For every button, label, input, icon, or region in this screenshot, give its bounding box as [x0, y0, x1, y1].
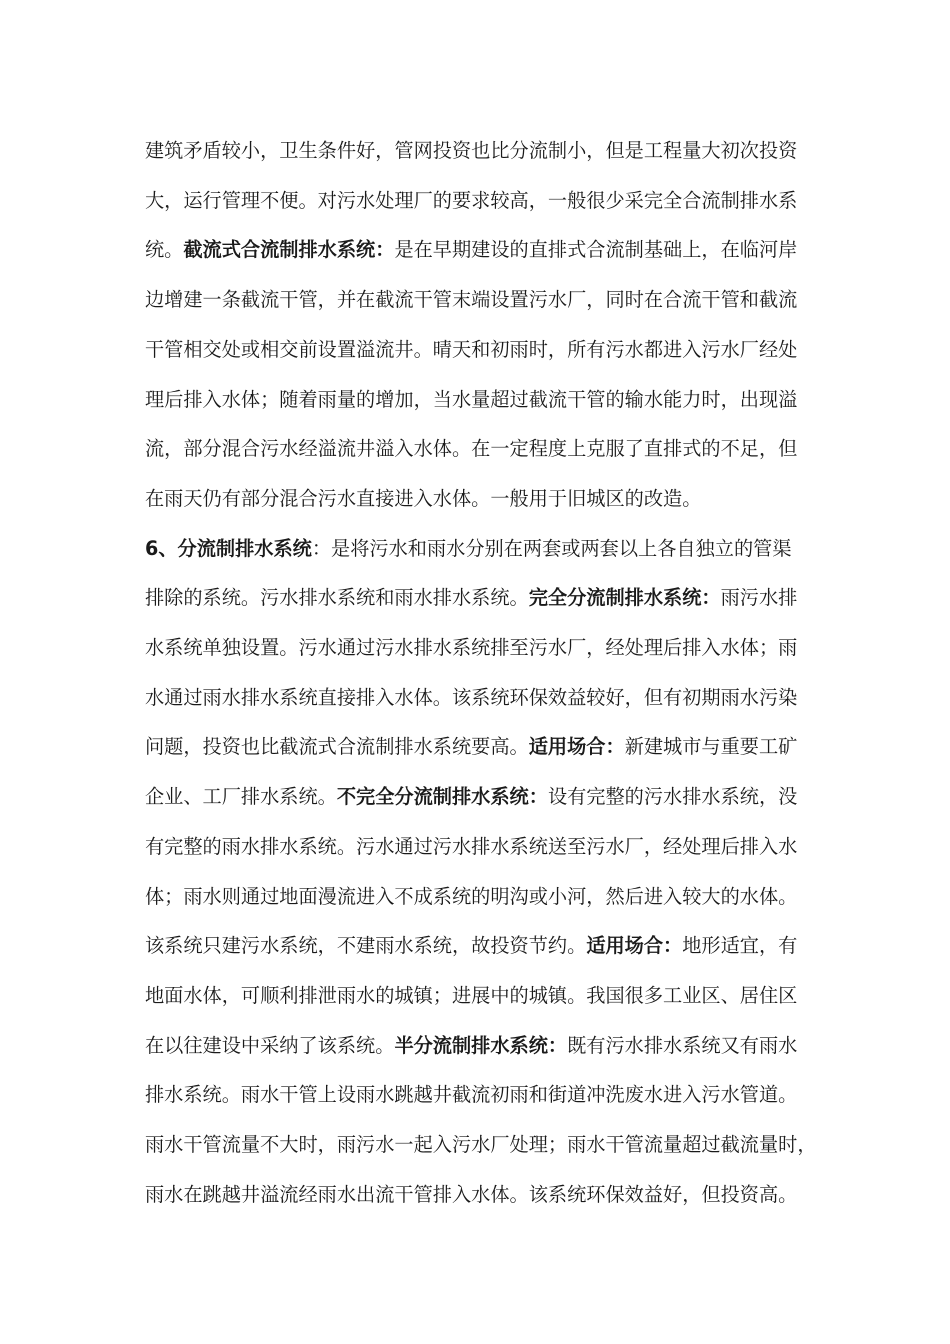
text-line: [145, 1180, 825, 1210]
text-line: [145, 832, 825, 862]
text-line: [145, 235, 825, 265]
text-line: [145, 335, 825, 365]
text-run: 水系统单独设置。污水通过污水排水系统排至污水厂，经处理后排入水体；雨: [145, 636, 798, 659]
text-line: [145, 882, 825, 912]
text-run: 排水系统。雨水干管上设雨水跳越井截流初雨和街道冲洗废水进入污水管道。: [145, 1083, 798, 1107]
text-run: 设有完整的污水排水系统，没: [547, 785, 798, 809]
text-run: 理后排入水体；随着雨量的增加，当水量超过截流干管的输水能力时，出现溢: [145, 387, 798, 411]
text-line: [145, 285, 825, 315]
text-run: 边增建一条截流干管，并在截流干管末端设置污水厂，同时在合流干管和截流: [145, 288, 798, 312]
text-line: [145, 683, 825, 713]
text-run: 排除的系统。污水排水系统和雨水排水系统。: [145, 586, 529, 610]
text-run: 雨污水排: [720, 586, 798, 610]
text-line: [145, 484, 825, 514]
bold-term: 截流式合流制排水系统：: [183, 238, 395, 262]
text-line: [145, 1031, 825, 1061]
text-run: 在以往建设中采纳了该系统。: [145, 1033, 395, 1057]
text-line: [145, 931, 825, 961]
text-run: 新建城市与重要工矿: [624, 735, 798, 759]
text-run: 雨水干管流量不大时，雨污水一起入污水厂处理；雨水干管流量超过截流量时，: [145, 1133, 817, 1156]
text-run: 水通过雨水排水系统直接排入水体。该系统环保效益较好，但有初期雨水污染: [145, 685, 798, 709]
text-line: [145, 1130, 825, 1160]
text-run: 在雨天仍有部分混合污水直接进入水体。一般用于旧城区的改造。: [145, 486, 702, 510]
text-run: 该系统只建污水系统，不建雨水系统，故投资节约。: [145, 934, 587, 958]
text-run: 体；雨水则通过地面漫流进入不成系统的明沟或小河，然后进入较大的水体。: [145, 884, 798, 908]
text-run: 是在早期建设的直排式合流制基础上，在临河岸: [394, 238, 798, 262]
text-run: 地面水体，可顺利排泄雨水的城镇；进展中的城镇。我国很多工业区、居住区: [145, 983, 798, 1007]
text-line: [145, 633, 825, 663]
text-line: [145, 136, 825, 166]
bold-term: 6、分流制排水系统: [145, 536, 312, 560]
text-run: 雨水在跳越井溢流经雨水出流干管排入水体。该系统环保效益好，但投资高。: [145, 1182, 798, 1206]
bold-term: 不完全分流制排水系统：: [336, 785, 548, 809]
text-line: [145, 385, 825, 415]
bold-term: 完全分流制排水系统：: [528, 586, 721, 610]
bold-term: 适用场合：: [586, 934, 683, 958]
text-run: 问题，投资也比截流式合流制排水系统要高。: [145, 735, 529, 759]
text-run: 流，部分混合污水经溢流井溢入水体。在一定程度上克服了直排式的不足，但: [145, 437, 798, 461]
bold-term: 适用场合：: [528, 735, 625, 759]
text-run: 大，运行管理不便。对污水处理厂的要求较高，一般很少采完全合流制排水系: [145, 188, 798, 212]
text-line: [145, 732, 825, 762]
text-line: [145, 1080, 825, 1110]
text-run: 地形适宜，有: [682, 934, 798, 958]
text-run: 统。: [145, 238, 184, 262]
text-line: [145, 583, 825, 613]
text-line: [145, 186, 825, 216]
text-run: 既有污水排水系统又有雨水: [567, 1033, 798, 1057]
text-run: 建筑矛盾较小，卫生条件好，管网投资也比分流制小，但是工程量大初次投资: [145, 139, 798, 162]
text-run: ：是将污水和雨水分别在两套或两套以上各自独立的管渠: [311, 536, 792, 560]
text-line: [145, 434, 825, 464]
text-run: 干管相交处或相交前设置溢流井。晴天和初雨时，所有污水都进入污水厂经处: [145, 337, 798, 361]
text-line: [145, 782, 825, 812]
text-run: 有完整的雨水排水系统。污水通过污水排水系统送至污水厂，经处理后排入水: [145, 834, 798, 858]
text-run: 企业、工厂排水系统。: [145, 785, 337, 809]
text-line: [145, 981, 825, 1011]
bold-term: 半分流制排水系统：: [394, 1033, 568, 1057]
text-line: [145, 534, 825, 564]
